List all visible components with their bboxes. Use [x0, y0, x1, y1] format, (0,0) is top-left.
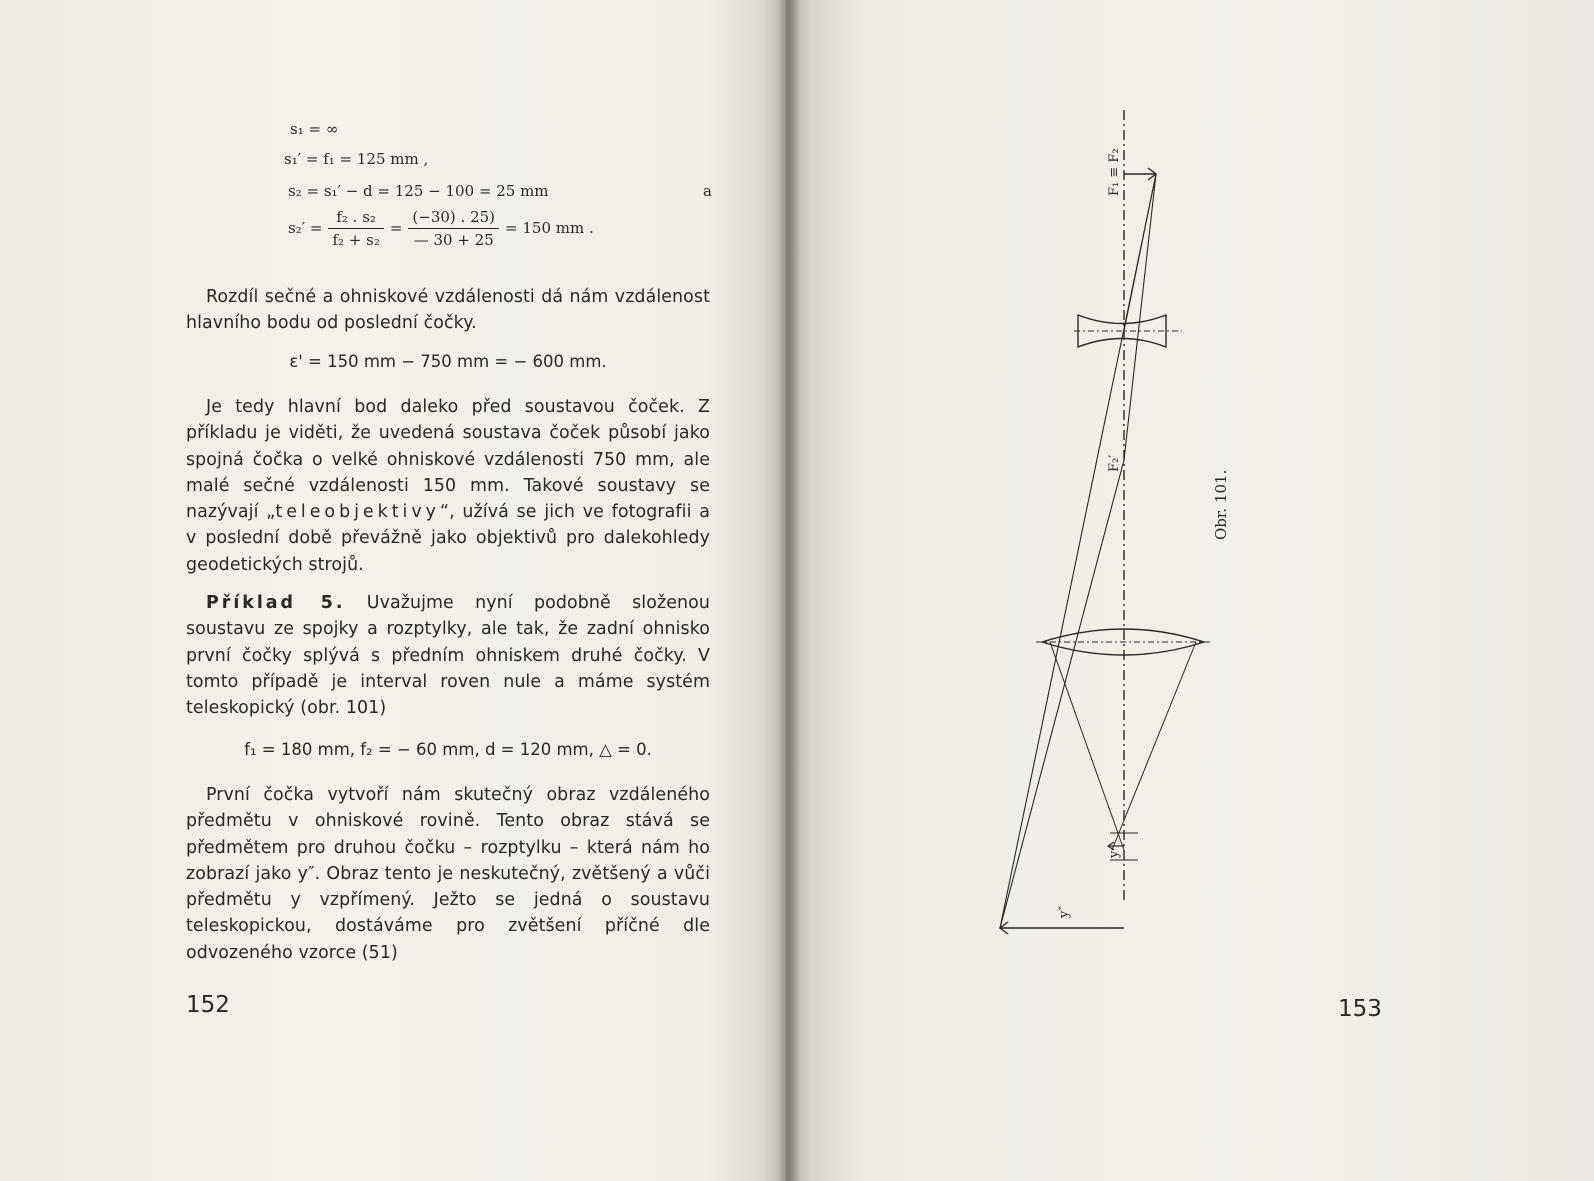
eq4-equals: = — [389, 218, 403, 237]
label-f1-f2: F₁ ≡ F₂ — [1107, 148, 1122, 196]
eq4-fraction-symbolic — [328, 208, 383, 249]
paragraph-teleobjective — [186, 394, 710, 578]
eq4-frac2-numerator: (−30) . 25) — [408, 208, 499, 229]
ray-4 — [1050, 642, 1124, 850]
para2-before: Je tedy hlavní bod daleko před soustavou čoček. Z příkladu je viděti, že uvedená soustava čoček působí jako spojná čočka o velké ohniskové vzdálenosti 750 mm, ale malé sečné vzdálenosti 150 mm. Takové soustavy se nazývají „ — [186, 397, 710, 523]
paragraph-first-lens — [186, 782, 710, 966]
label-y2: y″ — [1057, 905, 1072, 918]
ray-6 — [1124, 174, 1156, 331]
equation-s2-prime — [288, 208, 594, 249]
figure-caption: Obr. 101. — [1212, 469, 1230, 540]
equation-epsilon: ε' = 150 mm − 750 mm = − 600 mm. — [289, 352, 607, 371]
label-y: y — [1107, 850, 1122, 858]
equation-s2-suffix: a — [703, 182, 712, 200]
para3-text: Uvažujme nyní podobně složenou soustavu ze spojky a rozptylky, ale tak, že zadní ohnisko první čočky splývá s předním ohniskem druhé čočky. V tomto případě je interval roven nule a máme systém teleskopický (obr. 101) — [186, 593, 710, 719]
paragraph-first-lens-text: První čočka vytvoří nám skutečný obraz vzdáleného předmětu v ohniskové rovině. Tento obraz stává se předmětem pro druhou čočku – rozptylku – která nám ho zobrazí jako y″. Obraz tento je neskutečný, zvětšený a vůči předmětu y vzpřímený. Ježto se jedná o soustavu teleskopickou, dostáváme pro zvětšení příčné dle odvozeného vzorce (51) — [186, 785, 710, 963]
book-gutter — [778, 0, 800, 1181]
label-f2-prime: F₂′ — [1107, 454, 1122, 472]
paragraph-teleobjective-body — [186, 394, 710, 578]
page-number-left: 152 — [186, 992, 230, 1018]
page-number-right: 153 — [1338, 996, 1382, 1022]
paragraph-distance — [186, 284, 710, 337]
ray-3 — [1124, 174, 1156, 460]
eq4-frac1-denominator: f₂ + s₂ — [332, 231, 380, 249]
equation-focal-lengths: f₁ = 180 mm, f₂ = − 60 mm, d = 120 mm, △ = 0. — [244, 740, 652, 759]
eq4-frac2-denominator: — 30 + 25 — [413, 231, 494, 249]
figure-101 — [990, 110, 1230, 954]
example-label: Příklad 5. — [206, 593, 346, 613]
paragraph-example-5-body — [186, 590, 710, 721]
optical-diagram — [990, 110, 1230, 950]
ray-2 — [1000, 460, 1124, 928]
eq4-fraction-numeric — [408, 208, 499, 249]
equation-s2: s₂ = s₁′ − d = 125 − 100 = 25 mm — [288, 182, 549, 200]
eq4-result: = 150 mm . — [505, 218, 594, 237]
paragraph-example-5 — [186, 590, 710, 721]
eq4-frac1-numerator: f₂ . s₂ — [328, 208, 383, 229]
eq4-lhs: s₂′ = — [288, 218, 323, 237]
equation-s1: s₁ = ∞ — [290, 120, 339, 138]
paragraph-distance-text: Rozdíl sečné a ohniskové vzdálenosti dá nám vzdálenost hlavního bodu od poslední čočky. — [186, 287, 710, 334]
para2-term: teleobjektivy — [275, 502, 440, 523]
equation-s1-prime: s₁′ = f₁ = 125 mm , — [284, 150, 429, 168]
para2-after: “, užívá se jich ve fotografii a v poslední době převážně jako objektivů pro dalekohledy geodetických strojů. — [186, 502, 711, 575]
